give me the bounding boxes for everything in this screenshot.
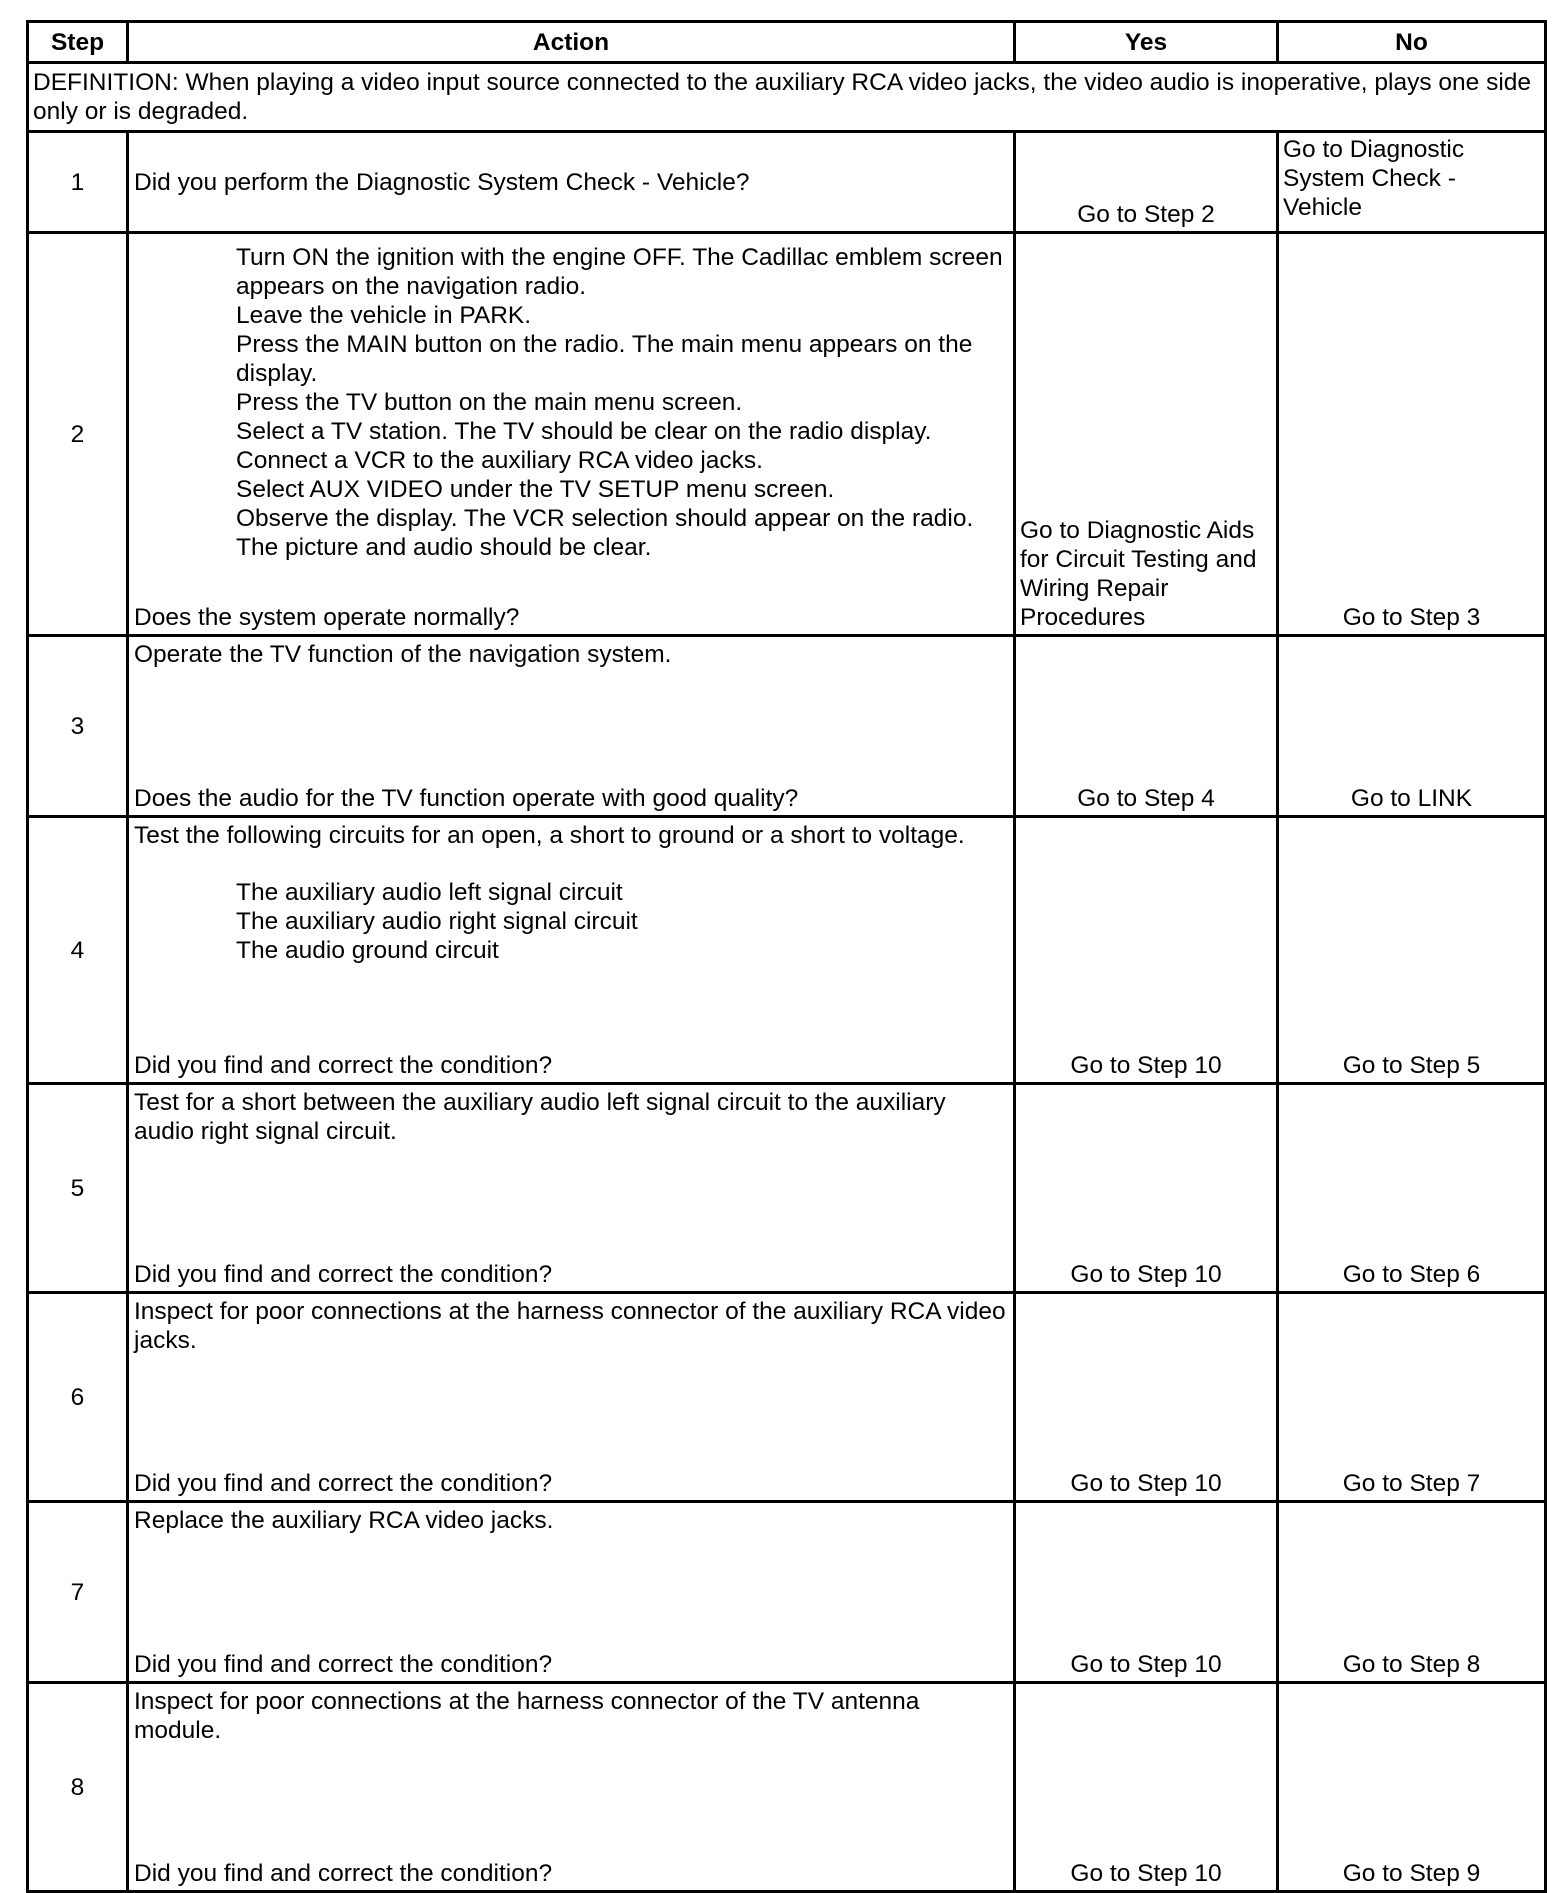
table-row — [28, 1084, 1546, 1293]
action-intro: Replace the auxiliary RCA video jacks. — [134, 1507, 554, 1534]
no-result: Go to Step 7 — [1342, 1470, 1481, 1497]
definition-row — [28, 63, 1546, 132]
yes-result: Go to Step 10 — [1070, 1052, 1222, 1079]
table-row — [28, 1683, 1546, 1892]
circuit-item: The auxiliary audio left signal circuit — [236, 879, 623, 906]
action-question: Does the audio for the TV function operate with good quality? — [134, 785, 799, 812]
no-result: Go to Step 9 — [1342, 1860, 1481, 1887]
definition-text: DEFINITION: When playing a video input source connected to the auxiliary RCA video jacks, the video audio is inoperative, plays one side only or is degraded. — [33, 69, 1532, 125]
action-line: Turn ON the ignition with the engine OFF. The Cadillac emblem screen appears on the navigation radio. — [236, 244, 1003, 300]
no-result: Go to Step 8 — [1342, 1651, 1481, 1678]
action-steps — [134, 237, 1008, 562]
yes-result: Go to Step 10 — [1070, 1261, 1222, 1288]
action-intro: Inspect for poor connections at the harness connector of the auxiliary RCA video jacks. — [134, 1298, 1006, 1354]
yes-result: Go to Step 10 — [1070, 1860, 1222, 1887]
table-row — [28, 817, 1546, 1084]
step-number: 7 — [28, 1502, 128, 1683]
step-number: 5 — [28, 1084, 128, 1293]
circuit-item: The audio ground circuit — [236, 937, 499, 964]
action-question: Did you find and correct the condition? — [134, 1470, 553, 1497]
action-line: Select a TV station. The TV should be clear on the radio display. — [236, 418, 932, 445]
no-result: Go to Step 5 — [1342, 1052, 1481, 1079]
no-result: Go to Step 6 — [1342, 1261, 1481, 1288]
action-question: Did you find and correct the condition? — [134, 1651, 553, 1678]
action-intro: Operate the TV function of the navigation system. — [134, 641, 672, 668]
header-no: No — [1278, 22, 1546, 63]
table-row — [28, 1293, 1546, 1502]
action-question: Did you find and correct the condition? — [134, 1052, 553, 1079]
header-yes: Yes — [1015, 22, 1278, 63]
step-number: 1 — [28, 132, 128, 233]
header-step: Step — [28, 22, 128, 63]
action-question: Did you perform the Diagnostic System Check - Vehicle? — [134, 168, 750, 196]
action-intro: Inspect for poor connections at the harness connector of the TV antenna module. — [134, 1688, 920, 1744]
step-number: 8 — [28, 1683, 128, 1892]
no-result: Go to Diagnostic System Check - Vehicle — [1283, 136, 1465, 221]
action-line: Leave the vehicle in PARK. — [236, 302, 532, 329]
action-line: Connect a VCR to the auxiliary RCA video jacks. — [236, 447, 763, 474]
action-question: Did you find and correct the condition? — [134, 1860, 553, 1887]
table-row — [28, 636, 1546, 817]
yes-result: Go to Step 10 — [1070, 1470, 1222, 1497]
action-line: Observe the display. The VCR selection should appear on the radio. The picture and audio should be clear. — [236, 505, 974, 561]
header-action: Action — [128, 22, 1015, 63]
table-row — [28, 1502, 1546, 1683]
no-result: Go to Step 3 — [1342, 604, 1481, 631]
action-line: Select AUX VIDEO under the TV SETUP menu screen. — [236, 476, 835, 503]
yes-result: Go to Step 2 — [1077, 201, 1215, 228]
action-intro: Test for a short between the auxiliary audio left signal circuit to the auxiliary audio right signal circuit. — [134, 1089, 946, 1145]
circuit-item: The auxiliary audio right signal circuit — [236, 908, 638, 935]
yes-result: Go to Diagnostic Aids for Circuit Testing and Wiring Repair Procedures — [1020, 517, 1257, 631]
action-cell — [129, 1684, 1013, 1890]
action-cell — [129, 637, 1013, 815]
header-row — [28, 22, 1546, 63]
action-line: Press the TV button on the main menu screen. — [236, 389, 743, 416]
step-number: 6 — [28, 1293, 128, 1502]
action-cell — [129, 818, 1013, 1082]
action-intro: Test the following circuits for an open, a short to ground or a short to voltage. — [134, 822, 965, 849]
action-cell — [129, 1294, 1013, 1500]
action-line: Press the MAIN button on the radio. The main menu appears on the display. — [236, 331, 973, 387]
step-number: 2 — [28, 233, 128, 636]
step-number: 4 — [28, 817, 128, 1084]
action-cell — [129, 1085, 1013, 1291]
table-row — [28, 233, 1546, 636]
yes-result: Go to Step 4 — [1077, 785, 1215, 812]
action-cell — [129, 234, 1013, 634]
table-row — [28, 132, 1546, 233]
no-result: Go to LINK — [1350, 785, 1473, 812]
circuit-list — [134, 850, 1008, 965]
diagnostic-table — [26, 20, 1547, 1893]
action-cell — [129, 1503, 1013, 1681]
action-question: Did you find and correct the condition? — [134, 1261, 553, 1288]
yes-result: Go to Step 10 — [1070, 1651, 1222, 1678]
action-question: Does the system operate normally? — [134, 604, 520, 631]
step-number: 3 — [28, 636, 128, 817]
